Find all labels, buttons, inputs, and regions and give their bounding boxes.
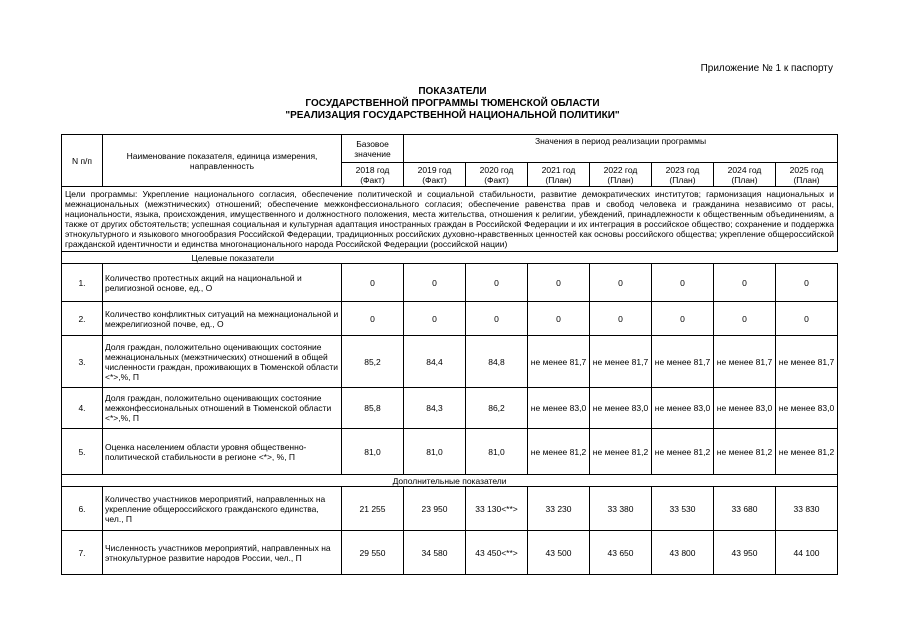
indicator-value: 0 — [714, 264, 776, 302]
indicator-value: 43 450<**> — [466, 531, 528, 575]
indicator-value: 43 800 — [652, 531, 714, 575]
indicator-value: не менее 81,7 — [776, 336, 838, 388]
indicator-value: 0 — [404, 264, 466, 302]
indicator-value: 23 950 — [404, 487, 466, 531]
header-year: 2022 год (План) — [590, 163, 652, 187]
indicator-value: 34 580 — [404, 531, 466, 575]
indicator-value: 44 100 — [776, 531, 838, 575]
indicator-value: не менее 83,0 — [652, 388, 714, 429]
header-year: 2020 год (Факт) — [466, 163, 528, 187]
indicator-value: 0 — [528, 264, 590, 302]
row-number: 1. — [62, 264, 103, 302]
row-number: 4. — [62, 388, 103, 429]
indicators-table — [61, 134, 838, 575]
indicator-name: Количество участников мероприятий, направленных на укрепление общероссийского гражданского единства, чел., П — [103, 487, 342, 531]
indicator-value: не менее 81,2 — [528, 429, 590, 475]
indicator-value: 85,2 — [342, 336, 404, 388]
row-number: 7. — [62, 531, 103, 575]
indicator-value: 0 — [528, 302, 590, 336]
indicator-value: 0 — [776, 302, 838, 336]
indicator-value: не менее 83,0 — [776, 388, 838, 429]
indicator-value: 0 — [466, 302, 528, 336]
indicator-value: 29 550 — [342, 531, 404, 575]
indicator-value: 43 950 — [714, 531, 776, 575]
row-number: 5. — [62, 429, 103, 475]
table-row — [62, 336, 838, 388]
table-row — [62, 487, 838, 531]
table-row — [62, 302, 838, 336]
table-row — [62, 429, 838, 475]
indicator-value: не менее 81,2 — [776, 429, 838, 475]
indicator-value: 0 — [714, 302, 776, 336]
indicator-value: не менее 81,7 — [590, 336, 652, 388]
header-year: 2025 год (План) — [776, 163, 838, 187]
table-row — [62, 264, 838, 302]
indicator-name: Оценка населением области уровня общественно-политической стабильности в регионе <*>, %, П — [103, 429, 342, 475]
section-additional: Дополнительные показатели — [62, 475, 838, 487]
row-number: 3. — [62, 336, 103, 388]
indicator-value: 0 — [652, 264, 714, 302]
indicator-value: 33 130<**> — [466, 487, 528, 531]
header-year: 2018 год (Факт) — [342, 163, 404, 187]
table-row — [62, 531, 838, 575]
indicator-value: 33 830 — [776, 487, 838, 531]
indicator-name: Доля граждан, положительно оценивающих состояние межконфессиональных отношений в Тюменской области <*>,%, П — [103, 388, 342, 429]
indicator-value: 0 — [342, 264, 404, 302]
header-year: 2019 год (Факт) — [404, 163, 466, 187]
title-line-2: ГОСУДАРСТВЕННОЙ ПРОГРАММЫ ТЮМЕНСКОЙ ОБЛАСТИ — [305, 98, 600, 109]
indicator-value: 43 650 — [590, 531, 652, 575]
indicator-value: не менее 81,2 — [714, 429, 776, 475]
indicator-value: 0 — [466, 264, 528, 302]
indicator-value: 33 230 — [528, 487, 590, 531]
indicator-value: 84,3 — [404, 388, 466, 429]
header-num: N п/п — [62, 135, 103, 187]
indicator-value: 21 255 — [342, 487, 404, 531]
indicator-value: не менее 81,2 — [590, 429, 652, 475]
header-year: 2024 год (План) — [714, 163, 776, 187]
header-period: Значения в период реализации программы — [404, 135, 838, 163]
document-title — [0, 86, 905, 122]
indicator-value: не менее 83,0 — [590, 388, 652, 429]
indicator-value: 85,8 — [342, 388, 404, 429]
annex-label: Приложение № 1 к паспорту — [700, 63, 833, 74]
indicator-value: 81,0 — [404, 429, 466, 475]
header-year: 2021 год (План) — [528, 163, 590, 187]
indicator-value: не менее 81,7 — [652, 336, 714, 388]
row-number: 2. — [62, 302, 103, 336]
table-row — [62, 388, 838, 429]
indicator-value: 86,2 — [466, 388, 528, 429]
indicator-value: 0 — [404, 302, 466, 336]
indicator-value: не менее 81,2 — [652, 429, 714, 475]
indicator-value: не менее 83,0 — [714, 388, 776, 429]
indicator-name: Количество протестных акций на национальной и религиозной основе, ед., О — [103, 264, 342, 302]
section-target: Целевые показатели — [62, 252, 404, 264]
indicator-value: 81,0 — [342, 429, 404, 475]
indicator-name: Численность участников мероприятий, направленных на этнокультурное развитие народов России, чел., П — [103, 531, 342, 575]
indicator-value: 0 — [776, 264, 838, 302]
indicator-value: 33 680 — [714, 487, 776, 531]
indicator-value: 43 500 — [528, 531, 590, 575]
indicator-value: 0 — [652, 302, 714, 336]
title-line-3: "РЕАЛИЗАЦИЯ ГОСУДАРСТВЕННОЙ НАЦИОНАЛЬНОЙ ПОЛИТИКИ" — [285, 110, 620, 121]
section-target-blank — [404, 252, 838, 264]
indicator-value: 33 530 — [652, 487, 714, 531]
indicator-value: 84,8 — [466, 336, 528, 388]
indicator-value: 81,0 — [466, 429, 528, 475]
indicator-value: 84,4 — [404, 336, 466, 388]
program-goals: Цели программы: Укрепление национального согласия, обеспечение политической и социальной стабильности, развитие демократических институтов; гармонизация национальных и межнациональных (межэтнических) отношений; обеспечение межконфессионального согласия; обеспечение равенства прав и свобод человека и гражданина независимо от расы, национальности, языка, происхождения, имущественного и должностного положения, места жительства, отношения к религии, убеждений, принадлежности к общественным объединениям, а также от других обстоятельств; успешная социальная и культурная адаптация иностранных граждан в Российской Федерации и их интеграция в российское общество; сохранение и поддержка этнокультурного и языкового многообразия Российской Федерации, традиционных российских духовно-нравственных ценностей как основы российского общества; укрепление общероссийской гражданской идентичности и единства многонационального народа Российской Федерации (российской нации) — [62, 187, 838, 252]
header-year: 2023 год (План) — [652, 163, 714, 187]
indicator-name: Доля граждан, положительно оценивающих состояние межнациональных (межэтнических) отношений в общей численности граждан, проживающих в Тюменской области <*>,%, П — [103, 336, 342, 388]
indicator-value: 0 — [590, 302, 652, 336]
indicator-value: не менее 81,7 — [528, 336, 590, 388]
indicator-name: Количество конфликтных ситуаций на межнациональной и межрелигиозной почве, ед., О — [103, 302, 342, 336]
indicator-value: 33 380 — [590, 487, 652, 531]
indicator-value: 0 — [590, 264, 652, 302]
header-name: Наименование показателя, единица измерения, направленность — [103, 135, 342, 187]
row-number: 6. — [62, 487, 103, 531]
indicator-value: не менее 81,7 — [714, 336, 776, 388]
indicator-value: не менее 83,0 — [528, 388, 590, 429]
header-base: Базовое значение — [342, 135, 404, 163]
indicator-value: 0 — [342, 302, 404, 336]
title-line-1: ПОКАЗАТЕЛИ — [418, 86, 487, 97]
